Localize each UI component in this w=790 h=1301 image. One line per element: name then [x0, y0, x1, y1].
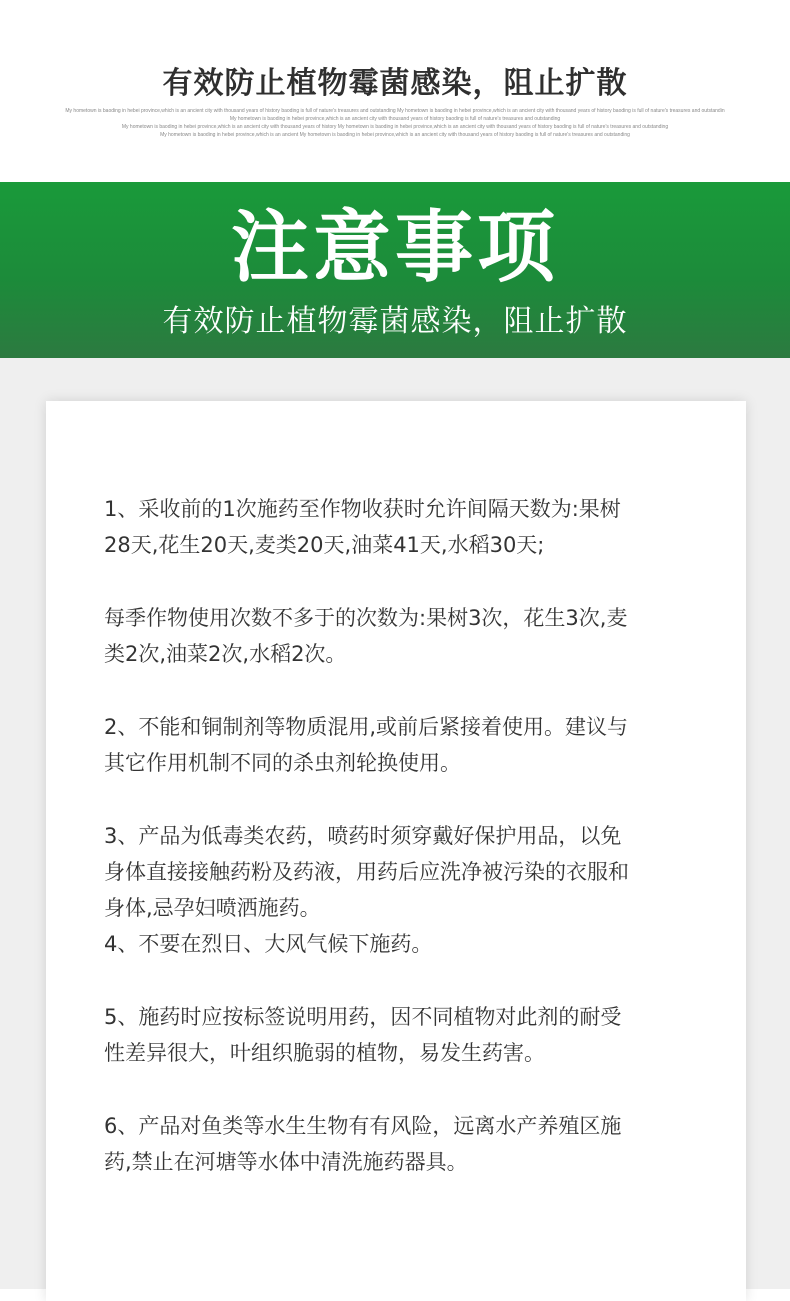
note-item: 每季作物使用次数不多于的次数为:果树3次，花生3次,麦 类2次,油菜2次,水稻2次。	[104, 606, 628, 666]
fine-print-line: My hometown is baoding in hebei province,which is an ancient city with thousand years of history My hometown is baoding in hebei province,which is an ancient city with thousand years of history baoding is full of nature's treasures and outstanding	[121, 124, 669, 130]
note-item: 6、产品对鱼类等水生生物有有风险，远离水产养殖区施 药,禁止在河塘等水体中清洗施药器具。	[104, 1114, 622, 1174]
banner-subtitle: 有效防止植物霉菌感染，阻止扩散	[162, 304, 628, 339]
green-banner	[0, 182, 790, 358]
note-item: 1、采收前的1次施药至作物收获时允许间隔天数为:果树 28天,花生20天,麦类20天,油菜41天,水稻30天;	[104, 497, 621, 557]
note-item: 5、施药时应按标签说明用药，因不同植物对此剂的耐受 性差异很大，叶组织脆弱的植物，易发生药害。	[104, 1005, 622, 1065]
note-item: 3、产品为低毒类农药，喷药时须穿戴好保护用品，以免 身体直接接触药粉及药液，用药后应洗净被污染的衣服和 身体,忌孕妇喷洒施药。	[104, 824, 629, 920]
fine-print-line: My hometown is baoding in hebei province,which is an ancient city with thousand years of history baoding is full of nature's treasures and outstanding My hometown is baoding in hebei province,which is an ancient city with thousand years of history baoding is full of nature's treasures and outstandin	[65, 108, 725, 114]
header-section	[0, 0, 790, 182]
notes-card	[46, 401, 746, 1301]
notes-list	[104, 491, 704, 1217]
note-item: 4、不要在烈日、大风气候下施药。	[104, 932, 433, 956]
fine-print-line: My hometown is baoding in hebei province,which is an ancient city with thousand years of history baoding is full of nature's treasures and outstanding	[229, 116, 561, 122]
fine-print	[20, 107, 770, 139]
banner-title: 注意事项	[230, 203, 559, 293]
note-item: 2、不能和铜制剂等物质混用,或前后紧接着使用。建议与 其它作用机制不同的杀虫剂轮换使用。	[104, 715, 629, 775]
header-title: 有效防止植物霉菌感染，阻止扩散	[162, 66, 628, 101]
fine-print-line: My hometown is baoding in hebei province,which is an ancient My hometown is baoding in hebei province,which is an ancient city with thousand years of history baoding is full of nature's treasures and outstanding	[160, 132, 630, 138]
